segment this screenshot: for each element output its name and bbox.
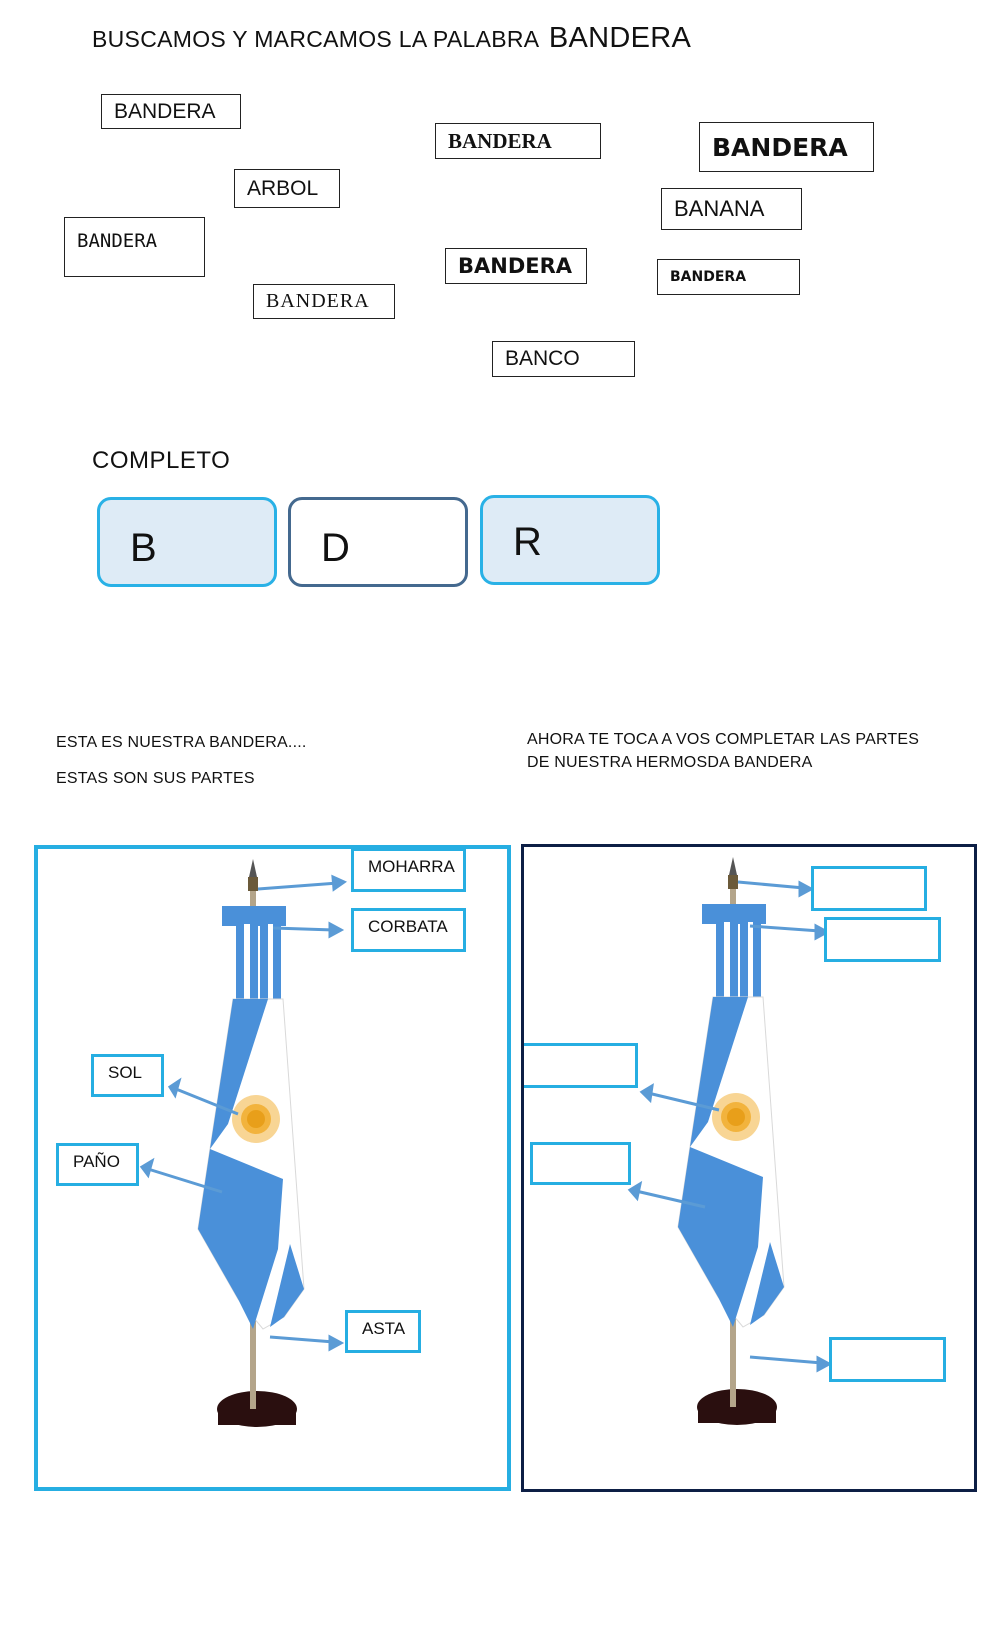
part-label-text: CORBATA [368, 917, 448, 936]
letter-slot-r[interactable] [480, 495, 660, 585]
sol-de-mayo [232, 1095, 280, 1143]
moharra-tip [249, 859, 257, 877]
part-label-text: ASTA [362, 1319, 406, 1338]
word-text: BANDERA [670, 269, 747, 285]
part-label-pano[interactable] [56, 1143, 139, 1186]
word-card[interactable] [657, 259, 800, 295]
slot-letter: R [513, 519, 542, 564]
word-card[interactable] [492, 341, 635, 377]
corbata-knot [702, 904, 766, 924]
left-caption-line2: ESTAS SON SUS PARTES [56, 770, 255, 787]
instruction-text: BUSCAMOS Y MARCAMOS LA PALABRA [92, 26, 539, 52]
blank-asta[interactable] [829, 1337, 946, 1382]
word-text: BANDERA [114, 99, 216, 123]
word-text: BANDERA [266, 290, 370, 312]
letter-slot-b[interactable] [97, 497, 277, 587]
moharra-tip [729, 857, 737, 875]
blank-corbata[interactable] [824, 917, 941, 962]
word-card[interactable] [64, 217, 205, 277]
word-card[interactable] [101, 94, 241, 129]
page-title [92, 22, 691, 55]
word-card[interactable] [661, 188, 802, 230]
part-label-asta[interactable] [345, 1310, 421, 1353]
target-word: BANDERA [548, 22, 692, 54]
word-card[interactable] [445, 248, 587, 284]
word-text: BANCO [505, 347, 580, 370]
part-label-text: SOL [108, 1063, 143, 1082]
blank-sol[interactable] [521, 1043, 638, 1088]
part-label-text: MOHARRA [368, 857, 455, 876]
blank-pano[interactable] [530, 1142, 631, 1185]
right-caption-line2: DE NUESTRA HERMOSDA BANDERA [527, 754, 813, 771]
blank-moharra[interactable] [811, 866, 927, 911]
word-card[interactable] [253, 284, 395, 319]
slot-letter: D [321, 525, 350, 570]
corbata-knot [222, 906, 286, 926]
labelled-flag-panel [34, 845, 511, 1491]
part-label-corbata[interactable] [351, 908, 466, 952]
right-caption-line1: AHORA TE TOCA A VOS COMPLETAR LAS PARTES [527, 731, 920, 748]
word-card[interactable] [435, 123, 601, 159]
part-label-moharra[interactable] [351, 848, 466, 892]
exercise-flag-panel [521, 844, 977, 1492]
letter-slot-d[interactable] [288, 497, 468, 587]
word-card[interactable] [699, 122, 874, 172]
part-label-text: PAÑO [73, 1152, 120, 1171]
word-text: BANDERA [458, 254, 573, 278]
left-caption-line1: ESTA ES NUESTRA BANDERA.... [56, 734, 307, 751]
sol-de-mayo [712, 1093, 760, 1141]
word-text: ARBOL [247, 176, 319, 200]
word-text: BANDERA [712, 132, 848, 162]
slot-letter: B [130, 525, 157, 570]
word-text: BANDERA [77, 230, 158, 252]
word-card[interactable] [234, 169, 340, 208]
word-text: BANANA [674, 196, 765, 221]
part-label-sol[interactable] [91, 1054, 164, 1097]
completo-label: COMPLETO [92, 447, 231, 474]
word-text: BANDERA [448, 128, 552, 153]
